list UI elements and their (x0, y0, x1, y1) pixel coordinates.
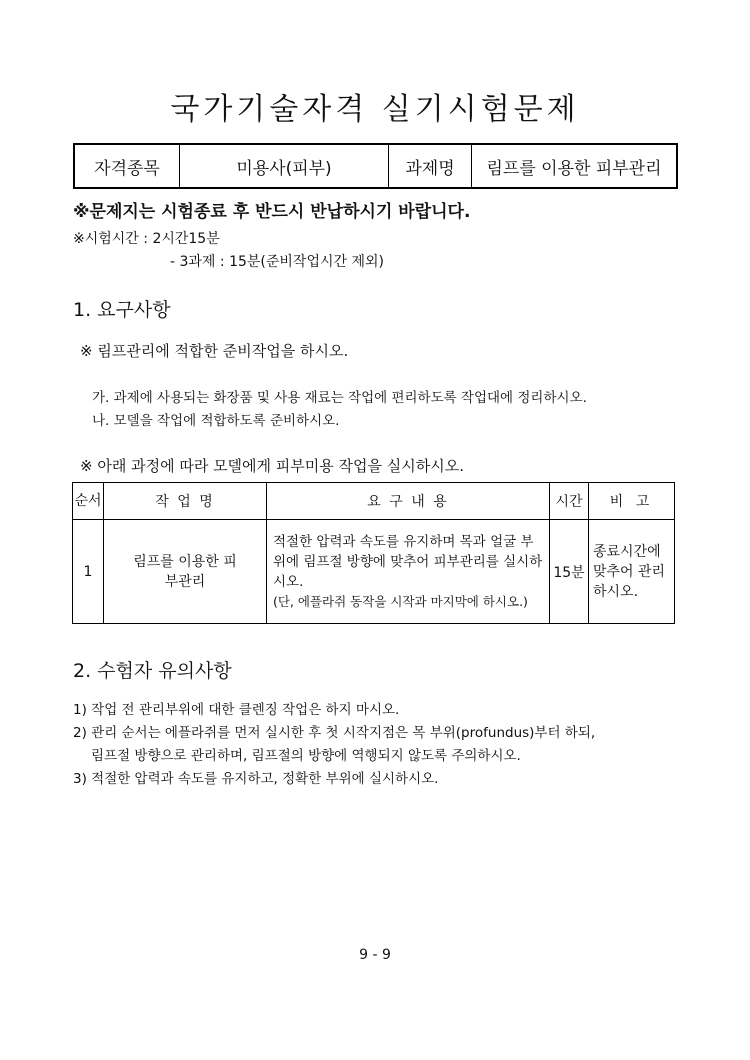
category-label: 자격종목 (74, 144, 180, 188)
table-row (73, 520, 675, 624)
row-time: 15분 (550, 520, 589, 624)
task-table (72, 482, 675, 624)
section2-item-2: 2) 관리 순서는 에플라쥐를 먼저 실시한 후 첫 시작지점은 목 부위(profundus)부터 하되, (73, 725, 596, 741)
section1-sub2: ※ 아래 과정에 따라 모델에게 피부미용 작업을 실시하시오. (80, 457, 464, 475)
info-table (73, 143, 678, 189)
header-name: 작 업 명 (104, 483, 267, 520)
header-order: 순서 (73, 483, 104, 520)
section2-item-2-cont: 림프절 방향으로 관리하며, 림프절의 방향에 역행되지 않도록 주의하시오. (91, 748, 521, 764)
row-content-note: (단, 에플라쥐 동작을 시작과 마지막에 하시오.) (273, 593, 528, 609)
header-note: 비 고 (589, 483, 675, 520)
row-note: 종료시간에 맞추어 관리하시오. (589, 520, 675, 624)
section2-heading: 2. 수험자 유의사항 (73, 660, 232, 682)
header-time: 시간 (550, 483, 589, 520)
section2-item-3: 3) 적절한 압력과 속도를 유지하고, 정확한 부위에 실시하시오. (73, 771, 439, 787)
page-title: 국가기술자격 실기시험문제 (170, 92, 580, 127)
task-value: 림프를 이용한 피부관리 (472, 144, 678, 188)
section1-sub1: ※ 림프관리에 적합한 준비작업을 하시오. (80, 342, 349, 360)
section1-item-a: 가. 과제에 사용되는 화장품 및 사용 재료는 작업에 편리하도록 작업대에 정리하시오. (92, 390, 587, 406)
exam-time-line2: - 3과제 : 15분(준비작업시간 제외) (170, 254, 384, 270)
category-value: 미용사(피부) (180, 144, 389, 188)
page-number: 9 - 9 (359, 947, 391, 963)
exam-time-line1: ※시험시간 : 2시간15분 (73, 231, 220, 247)
section2-item-1: 1) 작업 전 관리부위에 대한 클렌징 작업은 하지 마시오. (73, 702, 400, 718)
row-content: 적절한 압력과 속도를 유지하며 목과 얼굴 부위에 림프절 방향에 맞추어 피부관리를 실시하시오. (273, 533, 543, 590)
section1-heading: 1. 요구사항 (73, 299, 171, 321)
section1-item-b: 나. 모델을 작업에 적합하도록 준비하시오. (92, 413, 340, 429)
row-name: 림프를 이용한 피부관리 (104, 520, 267, 624)
header-content: 요 구 내 용 (267, 483, 550, 520)
return-notice: ※문제지는 시험종료 후 반드시 반납하시기 바랍니다. (73, 202, 471, 222)
task-label: 과제명 (389, 144, 472, 188)
row-order: 1 (73, 520, 104, 624)
row-content-cell (267, 520, 550, 624)
